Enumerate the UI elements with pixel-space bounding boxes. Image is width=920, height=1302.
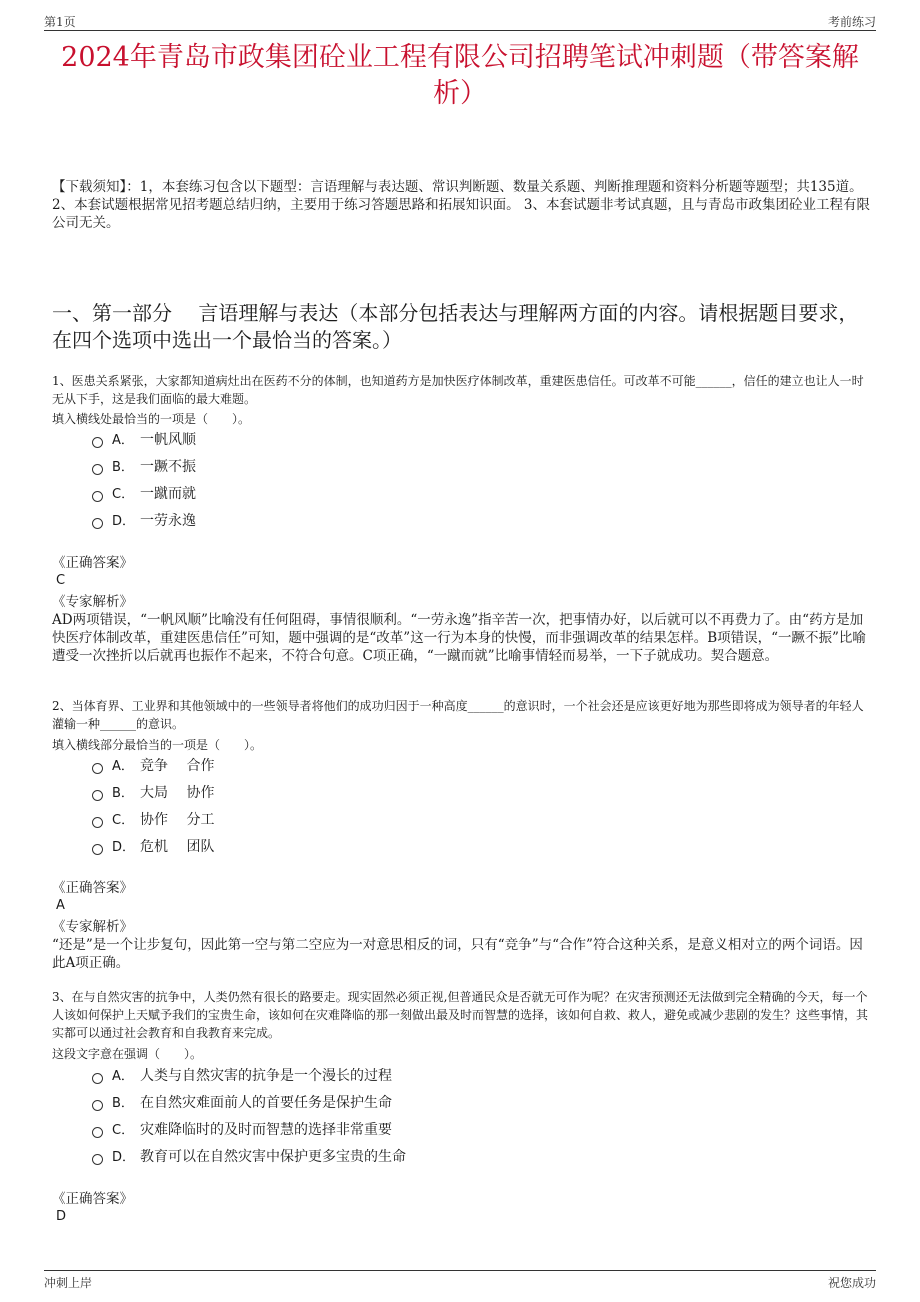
radio-icon[interactable] xyxy=(92,518,103,529)
radio-icon[interactable] xyxy=(92,464,103,475)
footer-left: 冲刺上岸 xyxy=(44,1276,93,1290)
radio-icon[interactable] xyxy=(92,491,103,502)
footer-right: 祝您成功 xyxy=(827,1276,876,1290)
option-a[interactable]: A． 一帆风顺 xyxy=(92,427,196,454)
page-header xyxy=(44,10,876,31)
option-b[interactable]: B． 大局 协作 xyxy=(92,780,214,807)
document-title: 2024年青岛市政集团砼业工程有限公司招聘笔试冲刺题（带答案解析） xyxy=(61,42,859,109)
question-1-prompt: 填入横线处最恰当的一项是（ ）。 xyxy=(52,412,251,426)
question-3-stem: 3、在与自然灾害的抗争中，人类仍然有很长的路要走。现实固然必须正视,但普通民众是否就无可作为呢？在灾害预测还无法做到完全精确的今天，每一个人该如何保护上天赋予我们的宝贵生命，该如何在灾难降临的那一刻做出最及时而智慧的选择，该如何自救、救人，避免或减少悲剧的发生？这些事情，其实都可以通过社会教育和自我教育来完成。 xyxy=(52,990,869,1040)
question-1-answer: C xyxy=(56,573,66,588)
radio-icon[interactable] xyxy=(92,1073,103,1084)
option-d[interactable]: D． 危机 团队 xyxy=(92,834,214,861)
answer-label: 《正确答案》 xyxy=(52,1191,133,1207)
analysis-label: 《专家解析》 xyxy=(52,919,133,935)
answer-label: 《正确答案》 xyxy=(52,880,133,896)
question-1-options xyxy=(92,427,196,535)
option-b[interactable]: B． 在自然灾难面前人的首要任务是保护生命 xyxy=(92,1090,406,1117)
question-2-options xyxy=(92,753,214,861)
option-c[interactable]: C． 灾难降临时的及时而智慧的选择非常重要 xyxy=(92,1117,406,1144)
radio-icon[interactable] xyxy=(92,1154,103,1165)
page-number: 第1页 xyxy=(44,15,76,29)
radio-icon[interactable] xyxy=(92,790,103,801)
answer-label: 《正确答案》 xyxy=(52,555,133,571)
question-3-answer: D xyxy=(56,1209,67,1224)
option-c[interactable]: C． 一蹴而就 xyxy=(92,481,196,508)
radio-icon[interactable] xyxy=(92,817,103,828)
header-label: 考前练习 xyxy=(827,15,876,29)
question-2-analysis: “还是”是一个让步复句，因此第一空与第二空应为一对意思相反的词，只有“竞争”与“合作”符合这种关系，是意义相对立的两个词语。因此A项正确。 xyxy=(52,937,863,971)
question-1-analysis: AD两项错误，“一帆风顺”比喻没有任何阻碍，事情很顺利。“一劳永逸”指辛苦一次，把事情办好，以后就可以不再费力了。由“药方是加快医疗体制改革，重建医患信任”可知，题中强调的是“改革”这一行为本身的快慢，而非强调改革的结果怎样。B项错误，“一蹶不振”比喻遭受一次挫折以后就再也振作不起来，不符合句意。C项正确，“一蹴而就”比喻事情轻而易举，一下子就成功。契合题意。 xyxy=(52,612,866,664)
option-b[interactable]: B． 一蹶不振 xyxy=(92,454,196,481)
option-a[interactable]: A． 竞争 合作 xyxy=(92,753,214,780)
question-1-stem: 1、医患关系紧张，大家都知道病灶出在医药不分的体制，也知道药方是加快医疗体制改革，重建医患信任。可改革不可能______，信任的建立也让人一时无从下手，这是我们面临的最大难题。 xyxy=(52,374,864,406)
option-d[interactable]: D． 一劳永逸 xyxy=(92,508,196,535)
option-c[interactable]: C． 协作 分工 xyxy=(92,807,214,834)
option-d[interactable]: D． 教育可以在自然灾害中保护更多宝贵的生命 xyxy=(92,1144,406,1171)
radio-icon[interactable] xyxy=(92,1100,103,1111)
section-heading: 一、第一部分 言语理解与表达（本部分包括表达与理解两方面的内容。请根据题目要求，在四个选项中选出一个最恰当的答案。） xyxy=(52,301,859,352)
radio-icon[interactable] xyxy=(92,1127,103,1138)
question-2-prompt: 填入横线部分最恰当的一项是（ ）。 xyxy=(52,738,263,752)
option-a[interactable]: A． 人类与自然灾害的抗争是一个漫长的过程 xyxy=(92,1063,406,1090)
download-notice: 【下载须知】：1，本套练习包含以下题型：言语理解与表达题、常识判断题、数量关系题、判断推理题和资料分析题等题型；共135道。 2、本套试题根据常见招考题总结归纳，主要用于练习答题思路和拓展知识面。 3、本套试题非考试真题，且与青岛市政集团砼业工程有限公司无关。 xyxy=(52,179,870,231)
radio-icon[interactable] xyxy=(92,437,103,448)
analysis-label: 《专家解析》 xyxy=(52,594,133,610)
question-2-answer: A xyxy=(56,898,65,913)
question-3-prompt: 这段文字意在强调（ ）。 xyxy=(52,1047,203,1061)
question-3-options xyxy=(92,1063,406,1171)
radio-icon[interactable] xyxy=(92,763,103,774)
page-footer xyxy=(44,1270,876,1291)
question-2-stem: 2、当体育界、工业界和其他领域中的一些领导者将他们的成功归因于一种高度______的意识时，一个社会还是应该更好地为那些即将成为领导者的年轻人灌输一种______的意识。 xyxy=(52,699,864,731)
radio-icon[interactable] xyxy=(92,844,103,855)
